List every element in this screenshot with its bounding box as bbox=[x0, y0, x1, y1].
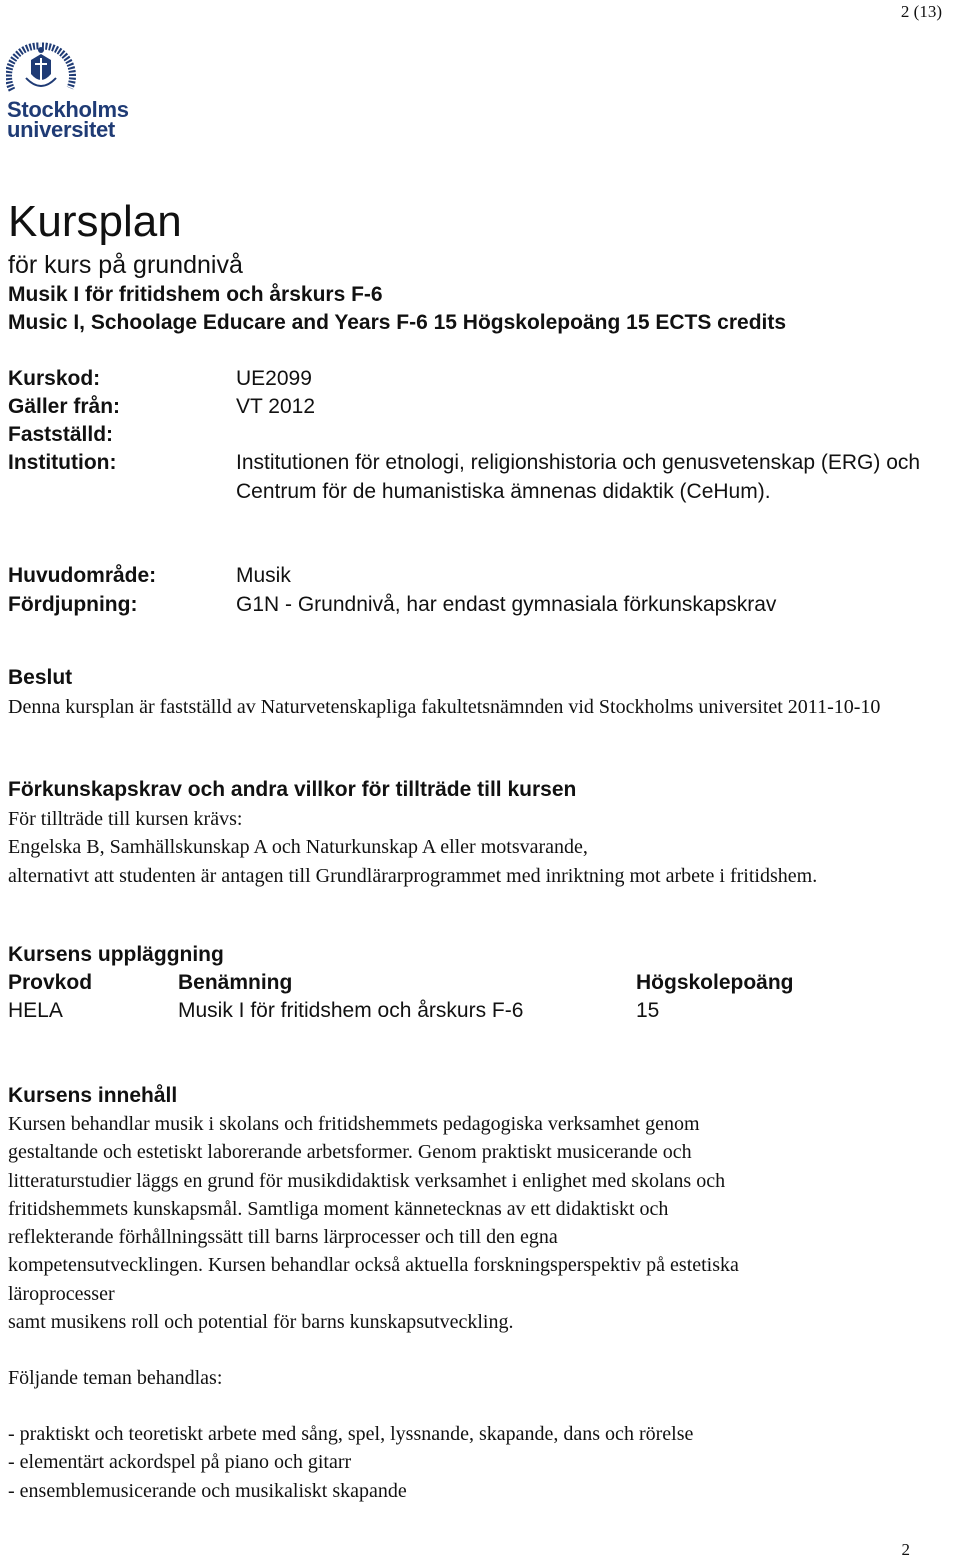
main-field-value: Musik bbox=[236, 564, 291, 587]
valid-from-label: Gäller från: bbox=[8, 395, 121, 418]
requirements-line-1: För tillträde till kursen krävs: bbox=[8, 808, 243, 830]
requirements-line-3: alternativt att studenten är antagen till Grundlärarprogrammet med inriktning mot arbete i fritidshem. bbox=[8, 865, 818, 887]
decision-text: Denna kursplan är fastställd av Naturvetenskapliga fakultetsnämnden vid Stockholms universitet 2011-10-10 bbox=[8, 696, 881, 718]
content-line: läroprocesser bbox=[8, 1282, 115, 1305]
page-number: 2 bbox=[901, 1540, 910, 1559]
university-wordmark bbox=[7, 97, 129, 142]
content-line: samt musikens roll och potential för barns kunskapsutveckling. bbox=[8, 1311, 514, 1334]
department-value: Institutionen för etnologi, religionshistoria och genusvetenskap (ERG) och Centrum för de humanistiska ämnenas didaktik (CeHum). bbox=[236, 451, 921, 503]
course-name-english: Music I, Schoolage Educare and Years F-6 15 Högskolepoäng 15 ECTS credits bbox=[8, 311, 787, 334]
decision-heading: Beslut bbox=[8, 666, 73, 689]
content-line: gestaltande och estetiskt laborerande arbetsformer. Genom praktiskt musicerande och bbox=[8, 1141, 692, 1164]
content-line: Kursen behandlar musik i skolans och fritidshemmets pedagogiska verksamhet genom bbox=[8, 1113, 700, 1135]
list-item: - elementärt ackordspel på piano och gitarr bbox=[8, 1451, 352, 1474]
content-line: litteraturstudier läggs en grund för musikdidaktisk verksamhet i enlighet med skolans och bbox=[8, 1169, 726, 1192]
column-header-name: Benämning bbox=[178, 971, 293, 994]
content-line: fritidshemmets kunskapsmål. Samtliga moment kännetecknas av ett didaktiskt och bbox=[8, 1197, 669, 1220]
content-line: kompetensutvecklingen. Kursen behandlar också aktuella forskningsperspektiv på estetiska bbox=[8, 1254, 739, 1277]
page-counter: 2 (13) bbox=[900, 2, 942, 21]
depth-value: G1N - Grundnivå, har endast gymnasiala förkunskapskrav bbox=[236, 593, 777, 616]
stockholm-university-seal-icon bbox=[6, 38, 76, 102]
course-name-swedish: Musik I för fritidshem och årskurs F-6 bbox=[8, 283, 383, 306]
valid-from-value: VT 2012 bbox=[236, 395, 316, 418]
wordmark-line-2: universitet bbox=[7, 117, 115, 142]
requirements-line-2: Engelska B, Samhällskunskap A och Naturkunskap A eller motsvarande, bbox=[8, 836, 588, 858]
main-field-label: Huvudområde: bbox=[8, 564, 157, 587]
list-item: - praktiskt och teoretiskt arbete med sång, spel, lyssnande, skapande, dans och rörelse bbox=[8, 1423, 694, 1445]
requirements-heading: Förkunskapskrav och andra villkor för tillträde till kursen bbox=[8, 778, 577, 801]
module-code: HELA bbox=[8, 999, 63, 1022]
structure-heading: Kursens uppläggning bbox=[8, 943, 224, 966]
established-label: Fastställd: bbox=[8, 423, 114, 446]
column-header-credits: Högskolepoäng bbox=[636, 971, 794, 994]
themes-list bbox=[8, 1420, 693, 1505]
course-code-value: UE2099 bbox=[236, 367, 312, 390]
module-name: Musik I för fritidshem och årskurs F-6 bbox=[178, 999, 524, 1022]
column-header-code: Provkod bbox=[8, 971, 93, 994]
wordmark-line-1: Stockholms bbox=[7, 97, 129, 122]
list-item: - ensemblemusicerande och musikaliskt skapande bbox=[8, 1479, 407, 1502]
document-title: Kursplan bbox=[8, 197, 182, 246]
themes-intro: Följande teman behandlas: bbox=[8, 1367, 223, 1389]
content-heading: Kursens innehåll bbox=[8, 1084, 178, 1107]
content-paragraph bbox=[8, 1110, 739, 1336]
document-subtitle: för kurs på grundnivå bbox=[8, 251, 243, 279]
course-code-label: Kurskod: bbox=[8, 367, 101, 390]
module-credits: 15 bbox=[636, 999, 660, 1022]
department-label: Institution: bbox=[8, 451, 117, 474]
content-line: reflekterande förhållningssätt till barns lärprocesser och till den egna bbox=[8, 1226, 558, 1249]
depth-label: Fördjupning: bbox=[8, 593, 138, 616]
